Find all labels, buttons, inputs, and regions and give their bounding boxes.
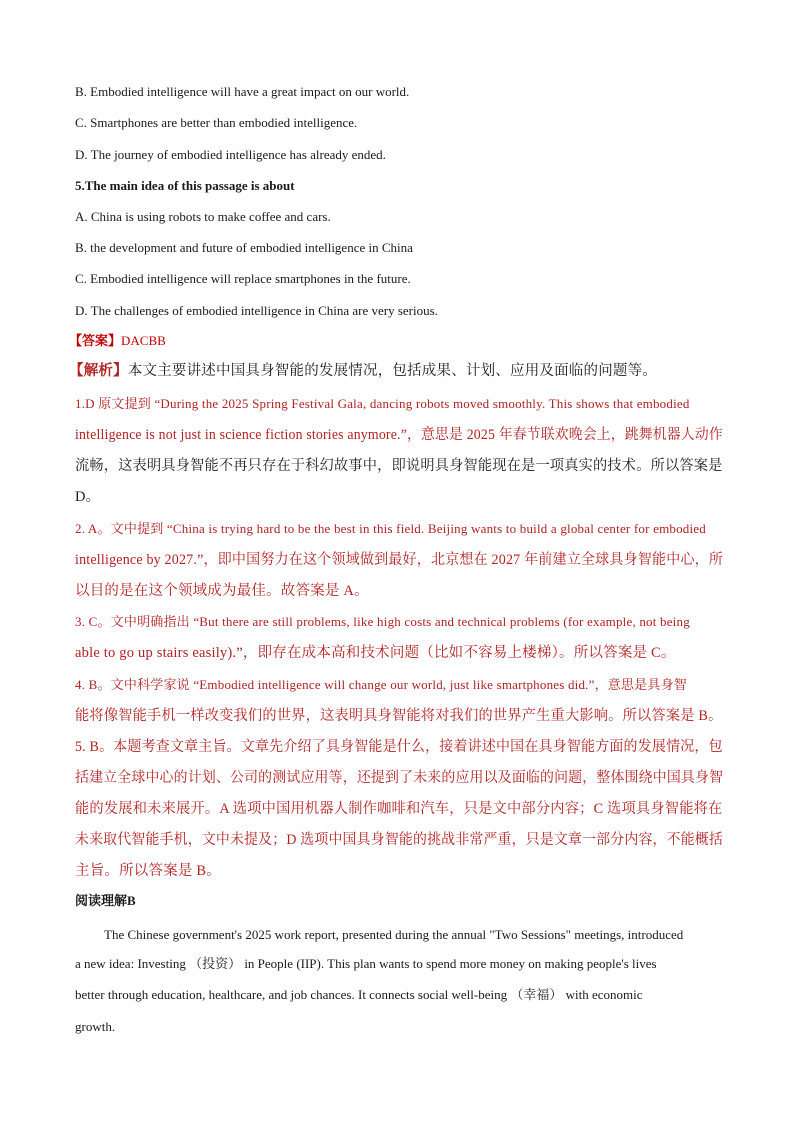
explanation-1-line-3: 流畅，这表明具身智能不再只存在于科幻故事中，即说明具身智能现在是一项真实的技术。所以答案是 <box>75 458 723 474</box>
q4-option-d: D. The journey of embodied intelligence has already ended. <box>75 147 386 162</box>
explanation-5-line-4: 未来取代智能手机，文中未提及；D 选项中国具身智能的挑战非常严重，只是文章一部分内容，不能概括 <box>75 832 724 848</box>
section-b-title: 阅读理解B <box>75 893 136 908</box>
q5-option-b: B. the development and future of embodied intelligence in China <box>75 240 413 255</box>
analysis-label: 【解析】 <box>69 363 128 379</box>
explanation-3-line-1: 3. C。文中明确指出 “But there are still problems, like high costs and technical problems (for example, not being <box>75 614 690 629</box>
answer-label: 【答案】 <box>69 333 122 348</box>
explanation-4-line-2: 能将像智能手机一样改变我们的世界，这表明具身智能将对我们的世界产生重大影响。所以答案是 B。 <box>75 708 723 724</box>
explanation-5-line-2: 括建立全球中心的计划、公司的测试应用等，还提到了未来的应用以及面临的问题，整体围绕中国具身智 <box>75 770 724 786</box>
explanation-5-line-5: 主旨。所以答案是 B。 <box>75 863 221 879</box>
section-b-paragraph-line-1: The Chinese government's 2025 work report, presented during the annual "Two Sessions" meetings, introduced <box>104 927 684 942</box>
explanation-1-line-4: D。 <box>75 489 101 505</box>
explanation-3-line-2: able to go up stairs easily).”，即存在成本高和技术问题（比如不容易上楼梯）。所以答案是 C。 <box>75 645 676 661</box>
explanation-2-line-1: 2. A。文中提到 “China is trying hard to be the best in this field. Beijing wants to build a global center for embodied <box>75 521 706 536</box>
q4-option-b: B. Embodied intelligence will have a great impact on our world. <box>75 84 410 99</box>
q5-option-d: D. The challenges of embodied intelligence in China are very serious. <box>75 303 438 318</box>
explanation-1-line-2 <box>75 426 723 444</box>
explanation-5-line-1: 5. B。本题考查文章主旨。文章先介绍了具身智能是什么，接着讲述中国在具身智能方面的发展情况，包 <box>75 739 723 755</box>
analysis-line <box>69 362 657 380</box>
explanation-2-line-3: 以目的是在这个领域成为最佳。故答案是 A。 <box>75 583 369 599</box>
q5-option-a: A. China is using robots to make coffee and cars. <box>75 209 331 224</box>
q4-option-c: C. Smartphones are better than embodied intelligence. <box>75 115 358 130</box>
answer-line <box>69 332 166 350</box>
answer-value: DACBB <box>121 333 166 348</box>
section-b-paragraph-line-2: a new idea: Investing （投资） in People (IIP). This plan wants to spend more money on making people's lives <box>75 956 657 971</box>
explanation-4-line-1: 4. B。文中科学家说 “Embodied intelligence will change our world, just like smartphones did.”，意思是具身智 <box>75 677 687 692</box>
explanation-5-line-3: 能的发展和未来展开。A 选项中国用机器人制作咖啡和汽车，只是文中部分内容；C 选项具身智能将在 <box>75 801 723 817</box>
explanation-2-line-2: intelligence by 2027.”，即中国努力在这个领域做到最好，北京想在 2027 年前建立全球具身智能中心，所 <box>75 552 724 568</box>
explanation-1-line-2-text: intelligence is not just in science fiction stories anymore.”，意思是 2025 年春节联欢晚会上，跳舞机器人动作 <box>75 427 723 443</box>
section-b-paragraph-line-4: growth. <box>75 1019 116 1034</box>
explanation-1-line-1: 1.D 原文提到 “During the 2025 Spring Festival Gala, dancing robots moved smoothly. This shows that embodied <box>75 396 690 411</box>
q5-stem: 5.The main idea of this passage is about <box>75 178 295 193</box>
analysis-text: 本文主要讲述中国具身智能的发展情况，包括成果、计划、应用及面临的问题等。 <box>127 363 658 379</box>
q5-option-c: C. Embodied intelligence will replace smartphones in the future. <box>75 271 411 286</box>
section-b-paragraph-line-3: better through education, healthcare, and job chances. It connects social well-being （幸福） with economic <box>75 987 643 1002</box>
